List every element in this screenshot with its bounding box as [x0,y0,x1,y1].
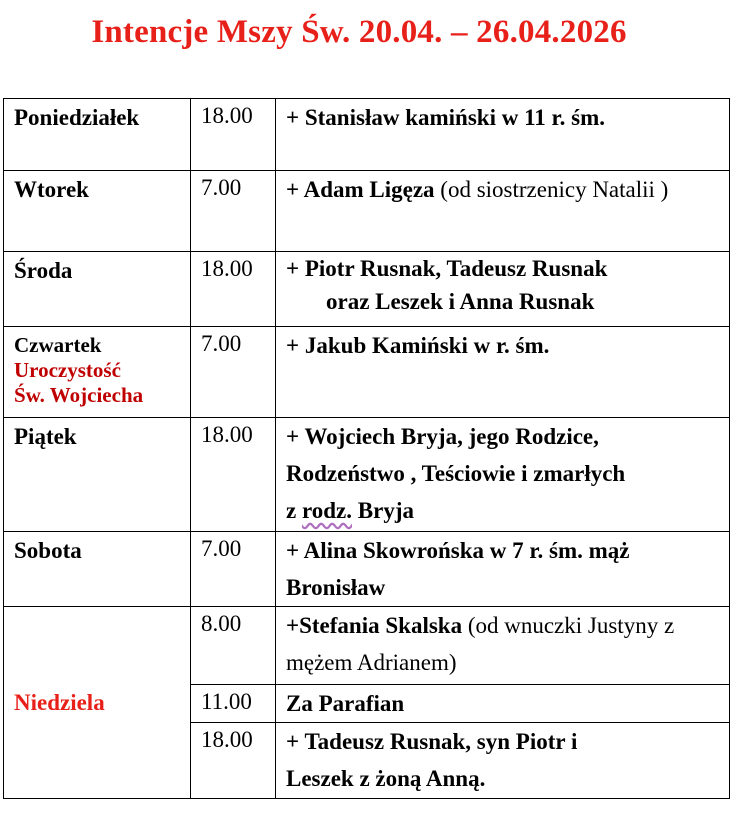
table-row [4,171,730,252]
intention-text: + Adam Ligęza (od siostrzenicy Natalii ) [286,177,669,202]
day-label: Sobota [14,538,82,563]
table-row [4,327,730,418]
table-row [4,532,730,607]
intention-text: +Stefania Skalska (od wnuczki Justyny z mężem Adrianem) [286,613,675,675]
day-label: Niedziela [14,689,105,715]
table-row [4,99,730,171]
day-label: Piątek [14,424,77,449]
day-label: Środa [14,258,73,283]
intention-cell [276,99,730,171]
feast-label: Uroczystość [14,358,121,382]
intention-text: + Wojciech Bryja, jego Rodzice, Rodzeństwo , Teściowie i zmarłych z rodz. Bryja [286,424,626,523]
mass-time: 18.00 [201,727,253,752]
intention-text: + Stanisław kamiński w 11 r. śm. [286,105,606,130]
mass-time: 7.00 [201,175,242,200]
mass-time: 7.00 [201,331,242,356]
intention-text: Za Parafian [286,691,405,716]
day-label: Czwartek [14,333,102,357]
intention-text: + Tadeusz Rusnak, syn Piotr i Leszek z żoną Anną. [286,729,578,791]
intention-text: + Jakub Kamiński w r. śm. [286,333,550,358]
table-row [4,252,730,327]
day-cell [4,99,191,171]
feast-label: Św. Wojciecha [14,383,144,407]
day-label: Wtorek [14,177,89,202]
intention-text: + Piotr Rusnak, Tadeusz Rusnak oraz Leszek i Anna Rusnak [286,256,608,314]
mass-time: 8.00 [201,611,242,636]
mass-intentions-table [3,98,730,799]
time-cell [191,99,276,171]
table-row [4,418,730,532]
mass-time: 18.00 [201,256,253,281]
table-row [4,607,730,685]
mass-time: 18.00 [201,103,253,128]
mass-time: 11.00 [201,689,252,714]
mass-time: 18.00 [201,422,253,447]
page-title: Intencje Mszy Św. 20.04. – 26.04.2026 [91,14,627,50]
mass-time: 7.00 [201,536,242,561]
day-label: Poniedziałek [14,105,140,130]
intention-text: + Alina Skowrońska w 7 r. śm. mąż Bronisław [286,538,630,600]
